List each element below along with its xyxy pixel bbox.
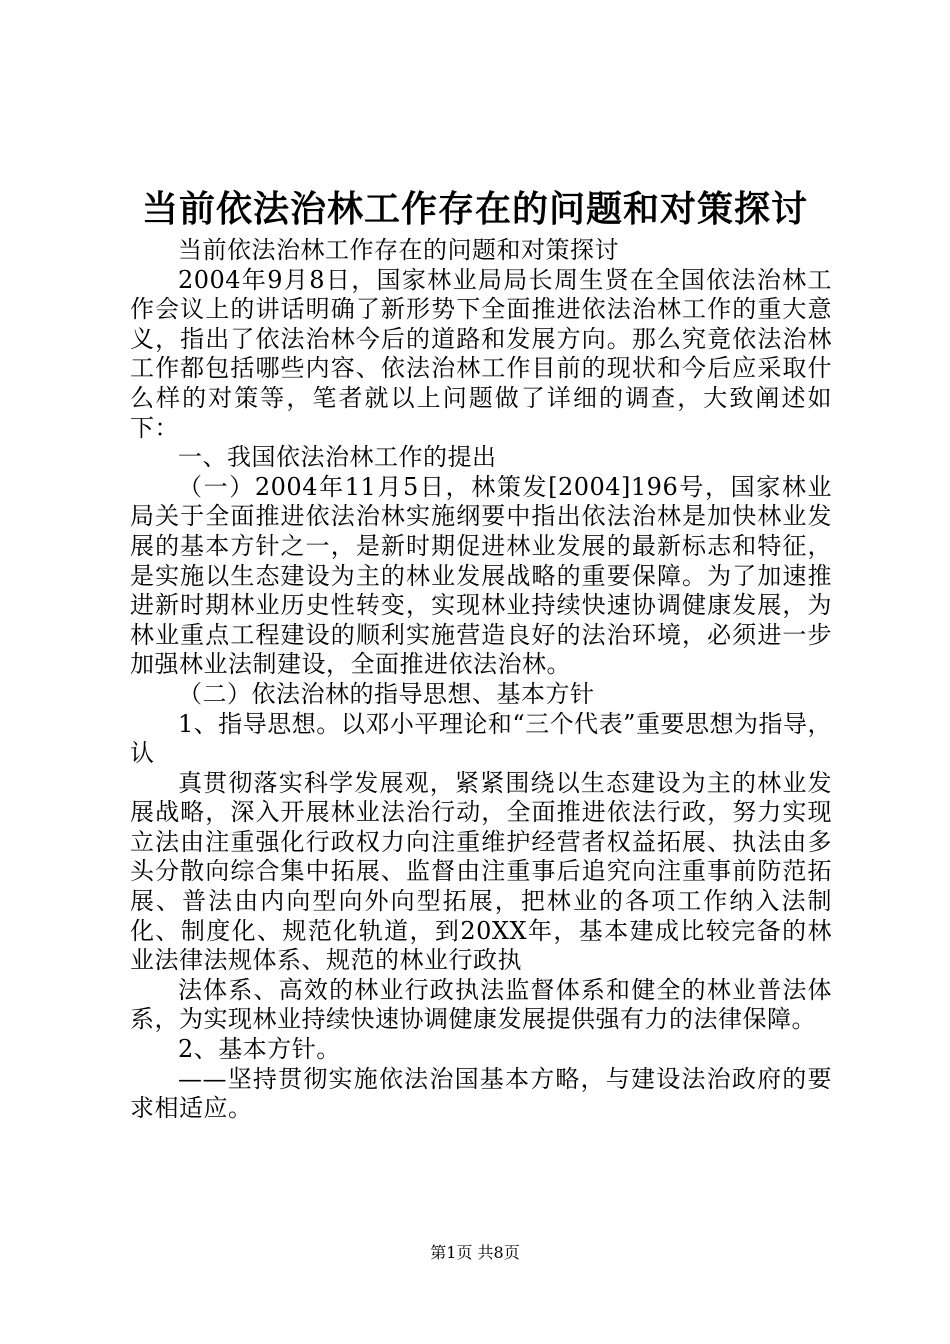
paragraph: 真贯彻落实科学发展观，紧紧围绕以生态建设为主的林业发展战略，深入开展林业法治行动，全面推进依法行政，努力实现立法由注重强化行政权力向注重维护经营者权益拓展、执法由多头分散向综合集中拓展、监督由注重事后追究向注重事前防范拓展、普法由内向型向外向型拓展，把林业的各项工作纳入法制化、制度化、规范化轨道，到20XX年，基本建成比较完备的林业法律法规体系、规范的林业行政执 — [130, 768, 832, 975]
section-heading: 一、我国依法治林工作的提出 — [178, 443, 497, 472]
paragraph: 当前依法治林工作存在的问题和对策探讨 — [178, 236, 619, 264]
paragraph: 2004年9月8日，国家林业局局长周生贤在全国依法治林工作会议上的讲话明确了新形势下全面推进依法治林工作的重大意义，指出了依法治林今后的道路和发展方向。那么究竟依法治林工作都包括哪些内容、依法治林工作目前的现状和今后应采取什么样的对策等，笔者就以上问题做了详细的调查，大致阐述如下： — [130, 265, 832, 442]
paragraph: 2、基本方针。 — [178, 1035, 341, 1064]
page-footer: 第1页 共8页 — [430, 1243, 520, 1262]
subsection-heading: （二）依法治林的指导思想、基本方针 — [178, 679, 595, 708]
paragraph: ——坚持贯彻实施依法治国基本方略，与建设法治政府的要求相适应。 — [130, 1064, 832, 1123]
document-body — [130, 236, 832, 1124]
paragraph: （一）2004年11月5日，林策发[2004]196号，国家林业局关于全面推进依法治林实施纲要中指出依法治林是加快林业发展的基本方针之一，是新时期促进林业发展的最新标志和特征，是实施以生态建设为主的林业发展战略的重要保障。为了加速推进新时期林业历史性转变，实现林业持续快速协调健康发展，为林业重点工程建设的顺利实施营造良好的法治环境，必须进一步加强林业法制建设，全面推进依法治林。 — [130, 472, 832, 679]
document-title: 当前依法治林工作存在的问题和对策探讨 — [141, 188, 808, 230]
paragraph: 法体系、高效的林业行政执法监督体系和健全的林业普法体系，为实现林业持续快速协调健康发展提供强有力的法律保障。 — [130, 975, 832, 1034]
paragraph: 1、指导思想。以邓小平理论和“三个代表”重要思想为指导，认 — [130, 709, 832, 768]
